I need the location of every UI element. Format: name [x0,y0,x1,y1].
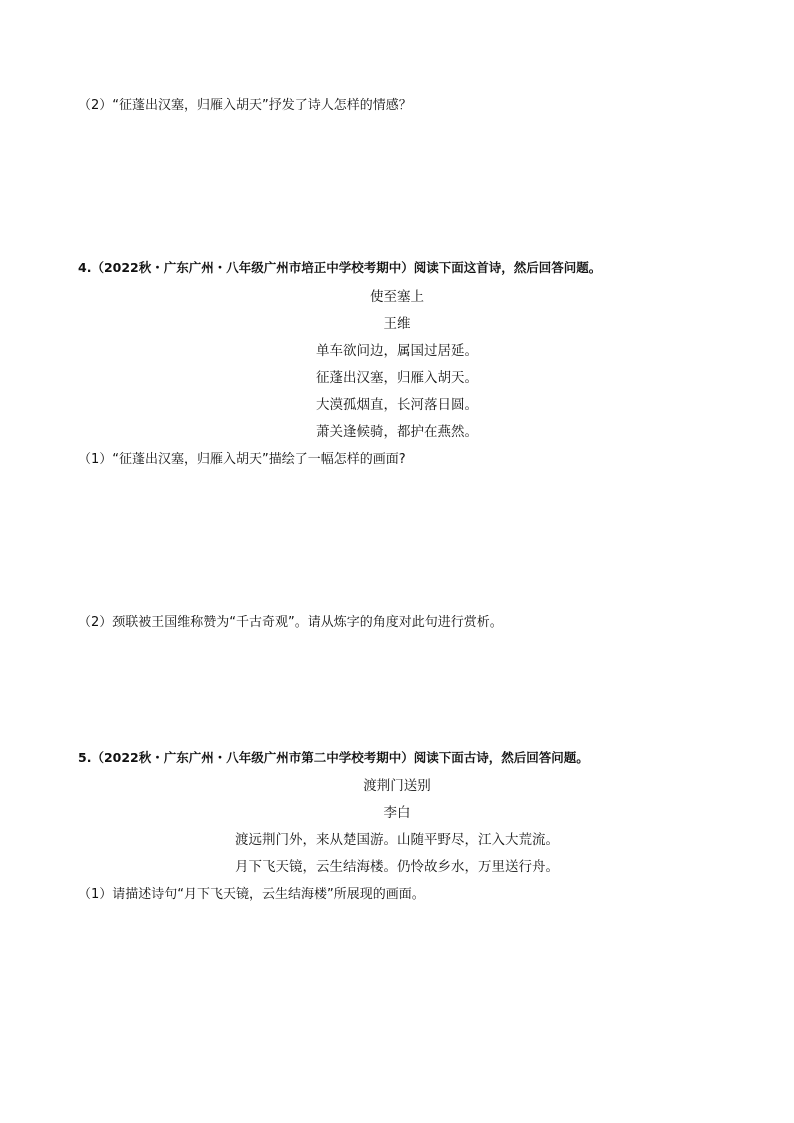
question-4-heading: 4.（2022秋・广东广州・八年级广州市培正中学校考期中）阅读下面这首诗，然后回答问题。 [78,260,602,275]
poem-line: 月下飞天镜，云生结海楼。仍怜故乡水，万里送行舟。 [235,859,559,875]
poem-author: 李白 [383,805,411,821]
poem-title: 使至塞上 [370,289,424,305]
question-5-part-1: （1）请描述诗句“月下飞天镜，云生结海楼”所展现的画面。 [78,887,425,902]
question-4-part-1: （1）“征蓬出汉塞，归雁入胡天”描绘了一幅怎样的画面? [78,452,406,467]
poem-line: 大漠孤烟直，长河落日圆。 [316,397,478,413]
poem-line: 单车欲问边，属国过居延。 [316,343,478,359]
question-5-heading: 5.（2022秋・广东广州・八年级广州市第二中学校考期中）阅读下面古诗，然后回答问题。 [78,750,589,765]
poem-line: 渡远荆门外，来从楚国游。山随平野尽，江入大荒流。 [235,832,559,848]
poem-line: 萧关逢候骑，都护在燕然。 [316,424,478,440]
poem-line: 征蓬出汉塞，归雁入胡天。 [316,370,478,386]
question-4-part-2: （2）颈联被王国维称赞为“千古奇观”。请从炼字的角度对此句进行赏析。 [78,615,503,630]
question-3-part-2: （2）“征蓬出汉塞，归雁入胡天”抒发了诗人怎样的情感？ [78,98,412,113]
poem-title: 渡荆门送别 [363,778,431,794]
poem-author: 王维 [383,316,411,332]
